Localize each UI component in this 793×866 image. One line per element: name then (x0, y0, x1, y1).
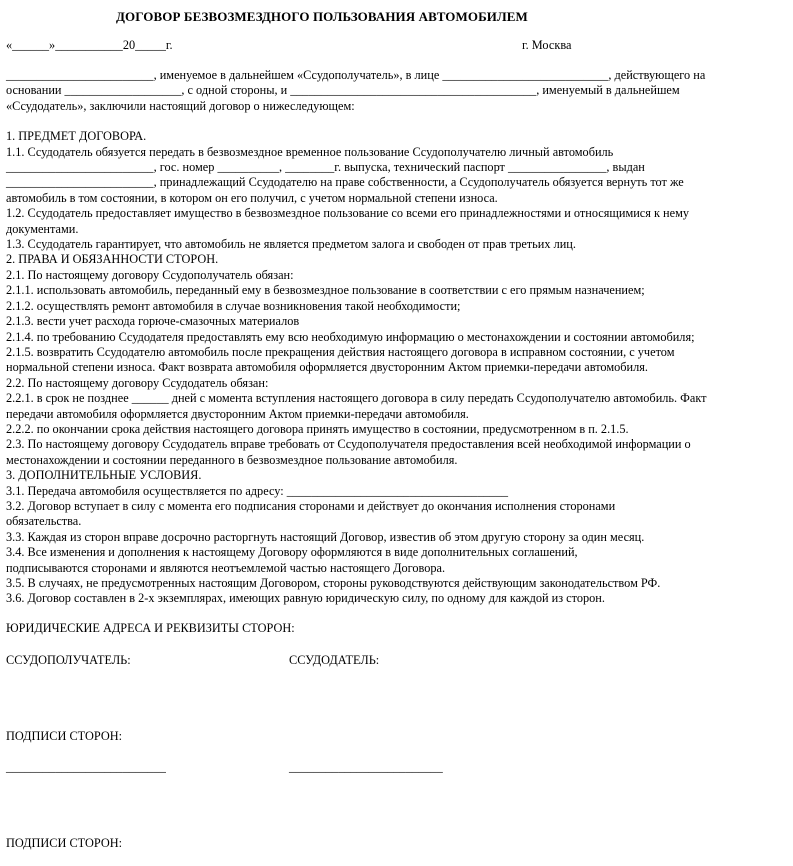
city-label: г. Москва (522, 38, 572, 52)
clause-line: нормальной степени износа. Факт возврата автомобиля оформляется двусторонним Актом приемки-передачи автомобиля. (6, 360, 648, 375)
clause-line: ________________________, принадлежащий Ссудодателю на праве собственности, а Ссудополучатель обязуется вернуть тот же (6, 175, 684, 190)
contract-body (6, 68, 778, 607)
party-lender-label: ССУДОДАТЕЛЬ: (289, 653, 380, 667)
signatures-heading: ПОДПИСИ СТОРОН: (6, 729, 123, 743)
preamble-line: «Ссудодатель», заключили настоящий договор о нижеследующем: (6, 98, 355, 113)
clause-line: 3.6. Договор составлен в 2-х экземплярах, имеющих равную юридическую силу, по одному для каждой из сторон. (6, 591, 605, 606)
clause-line: 1.2. Ссудодатель предоставляет имущество в безвозмездное пользование со всеми его принадлежностями и относящимися к нему (6, 206, 690, 221)
clause-line: 3.3. Каждая из сторон вправе досрочно расторгнуть настоящий Договор, известив об этом другую сторону за один месяц. (6, 529, 645, 544)
signature-line-borrower: __________________________ (6, 760, 166, 774)
section-heading: 3. ДОПОЛНИТЕЛЬНЫЕ УСЛОВИЯ. (6, 468, 202, 483)
clause-line: 2.2.2. по окончании срока действия настоящего договора принять имущество в состоянии, предусмотренном в п. 2.1.5. (6, 421, 629, 436)
clause-line: обязательства. (6, 514, 82, 529)
clause-line: 2.1.4. по требованию Ссудодателя предоставлять ему всю необходимую информацию о местонахождении и состоянии автомобиля; (6, 329, 695, 344)
date-line: «______»___________20_____г. (6, 38, 173, 52)
clause-line: ________________________, гос. номер __________, ________г. выпуска, технический паспорт ________________, выдан (6, 160, 645, 175)
clause-line: 2.2. По настоящему договору Ссудодатель обязан: (6, 375, 269, 390)
clause-line: 2.1.1. использовать автомобиль, переданный ему в безвозмездное пользование в соответствии с его прямым назначением; (6, 283, 645, 298)
preamble-line: ________________________, именуемое в дальнейшем «Ссудополучатель», в лице ___________________________, действующего на (6, 68, 706, 82)
clause-line: 2.2.1. в срок не позднее ______ дней с момента вступления настоящего договора в силу передать Ссудополучателю автомобиль. Факт (6, 391, 707, 406)
clause-line: передачи автомобиля оформляется двусторонним Актом приемки-передачи автомобиля. (6, 406, 469, 421)
clause-line: 1.3. Ссудодатель гарантирует, что автомобиль не является предметом залога и свободен от прав третьих лиц. (6, 237, 576, 252)
clause-line: документами. (6, 221, 79, 236)
section-heading: 2. ПРАВА И ОБЯЗАННОСТИ СТОРОН. (6, 252, 219, 267)
signatures-heading: ПОДПИСИ СТОРОН: (6, 836, 123, 850)
signature-line-lender: _________________________ (289, 760, 443, 774)
clause-line: автомобиль в том состоянии, в котором он его получил, с учетом нормальной степени износа. (6, 190, 498, 205)
clause-line: 2.1. По настоящему договору Ссудополучатель обязан: (6, 267, 294, 282)
clause-line: 1.1. Ссудодатель обязуется передать в безвозмездное временное пользование Ссудополучателю личный автомобиль (6, 144, 614, 159)
document-title: ДОГОВОР БЕЗВОЗМЕЗДНОГО ПОЛЬЗОВАНИЯ АВТОМОБИЛЕМ (116, 9, 528, 24)
clause-line: 2.1.5. возвратить Ссудодателю автомобиль после прекращения действия настоящего договора в исправном состоянии, с учетом (6, 344, 675, 359)
section-heading: 1. ПРЕДМЕТ ДОГОВОРА. (6, 129, 147, 144)
party-borrower-label: ССУДОПОЛУЧАТЕЛЬ: (6, 653, 131, 667)
clause-line: 3.5. В случаях, не предусмотренных настоящим Договором, стороны руководствуются действующим законодательством РФ. (6, 576, 661, 590)
clause-line: 3.1. Передача автомобиля осуществляется по адресу: ____________________________________ (6, 483, 509, 498)
clause-line: подписываются сторонами и являются неотъемлемой частью настоящего Договора. (6, 560, 446, 575)
clause-line: 2.3. По настоящему договору Ссудодатель вправе требовать от Ссудополучателя предоставления всей необходимой информации о (6, 437, 691, 452)
clause-line: 3.2. Договор вступает в силу с момента его подписания сторонами и действует до окончания исполнения сторонами (6, 498, 616, 513)
clause-line: 3.4. Все изменения и дополнения к настоящему Договору оформляются в виде дополнительных соглашений, (6, 545, 578, 560)
clause-line: 2.1.3. вести учет расхода горюче-смазочных материалов (6, 314, 300, 329)
requisites-heading: ЮРИДИЧЕСКИЕ АДРЕСА И РЕКВИЗИТЫ СТОРОН: (6, 621, 295, 635)
clause-line: местонахождении и состоянии переданного в безвозмездное пользование автомобиля. (6, 452, 458, 467)
preamble-line: основании ___________________, с одной стороны, и ________________________________________, именуемый в дальнейшем (6, 83, 680, 98)
clause-line: 2.1.2. осуществлять ремонт автомобиля в случае возникновения такой необходимости; (6, 298, 461, 313)
